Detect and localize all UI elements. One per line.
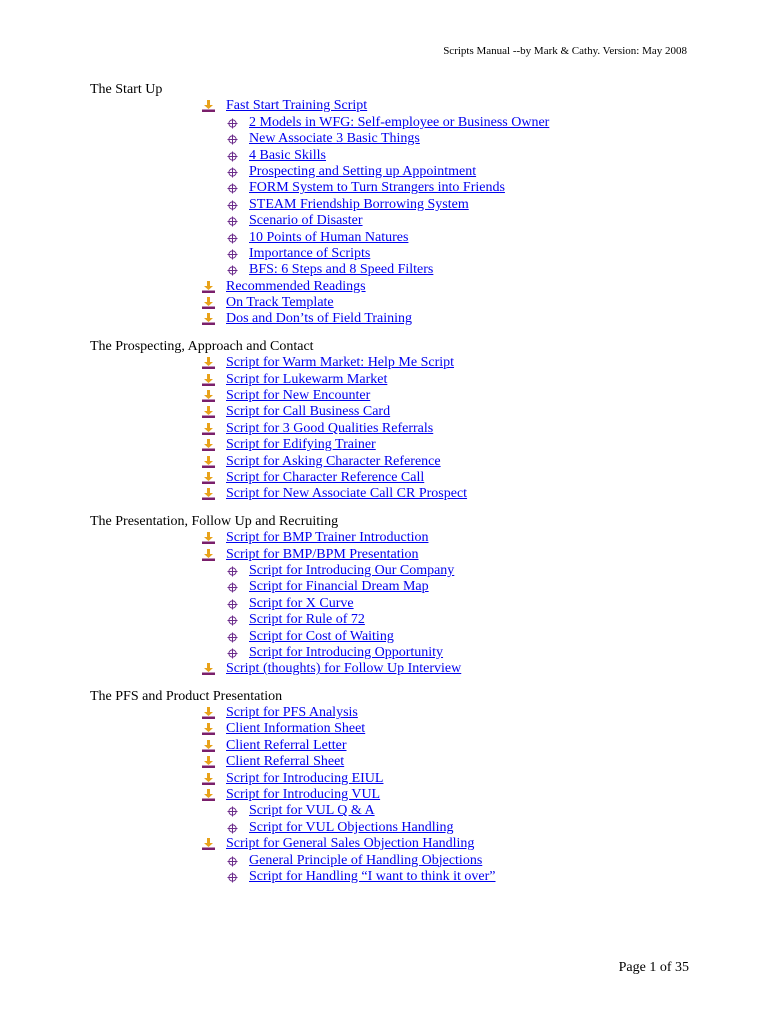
toc-entry bbox=[90, 295, 710, 311]
toc-entry bbox=[90, 311, 710, 327]
toc-link[interactable]: Script for New Associate Call CR Prospect bbox=[226, 486, 468, 502]
toc-entry bbox=[90, 787, 710, 803]
toc-subentry bbox=[90, 563, 710, 579]
crosshair-bullet-icon bbox=[227, 806, 238, 817]
page-header: Scripts Manual --by Mark & Cathy. Version: May 2008 bbox=[443, 45, 687, 57]
toc-link[interactable]: Dos and Don’ts of Field Training bbox=[226, 311, 413, 327]
arrow-down-bullet-icon bbox=[202, 488, 215, 500]
toc-link[interactable]: Script for Financial Dream Map bbox=[249, 579, 429, 595]
toc-link[interactable]: Script for Handling “I want to think it over” bbox=[249, 868, 496, 884]
toc-link[interactable]: Script for BMP Trainer Introduction bbox=[226, 530, 429, 546]
toc-section bbox=[90, 82, 710, 328]
toc-entry bbox=[90, 530, 710, 546]
arrow-down-bullet-icon bbox=[202, 756, 215, 768]
toc-link[interactable]: Script for Lukewarm Market bbox=[226, 371, 388, 387]
toc-subentry bbox=[90, 820, 710, 836]
toc-link[interactable]: Recommended Readings bbox=[226, 278, 366, 294]
toc-entry bbox=[90, 421, 710, 437]
toc-link[interactable]: Fast Start Training Script bbox=[226, 98, 368, 114]
arrow-down-bullet-icon bbox=[202, 406, 215, 418]
crosshair-bullet-icon bbox=[227, 151, 238, 162]
toc-link[interactable]: Script for Asking Character Reference bbox=[226, 453, 441, 469]
arrow-down-bullet-icon bbox=[202, 472, 215, 484]
toc-link[interactable]: Script for BMP/BPM Presentation bbox=[226, 546, 419, 562]
toc-section bbox=[90, 339, 710, 503]
crosshair-bullet-icon bbox=[227, 249, 238, 260]
crosshair-bullet-icon bbox=[227, 183, 238, 194]
toc-subentry bbox=[90, 803, 710, 819]
crosshair-bullet-icon bbox=[227, 167, 238, 178]
toc-link[interactable]: 10 Points of Human Natures bbox=[249, 229, 409, 245]
toc-entry bbox=[90, 754, 710, 770]
crosshair-bullet-icon bbox=[227, 823, 238, 834]
toc-link[interactable]: Scenario of Disaster bbox=[249, 213, 363, 229]
crosshair-bullet-icon bbox=[227, 648, 238, 659]
toc-subentry bbox=[90, 262, 710, 278]
toc-subentry bbox=[90, 180, 710, 196]
arrow-down-bullet-icon bbox=[202, 390, 215, 402]
arrow-down-bullet-icon bbox=[202, 789, 215, 801]
toc-link[interactable]: STEAM Friendship Borrowing System bbox=[249, 196, 469, 212]
toc-link[interactable]: 4 Basic Skills bbox=[249, 147, 327, 163]
toc-link[interactable]: Script for Edifying Trainer bbox=[226, 437, 376, 453]
section-title: The Start Up bbox=[90, 82, 163, 97]
toc-subentry bbox=[90, 148, 710, 164]
arrow-down-bullet-icon bbox=[202, 456, 215, 468]
arrow-down-bullet-icon bbox=[202, 707, 215, 719]
toc-entry bbox=[90, 98, 710, 114]
toc-subentry bbox=[90, 853, 710, 869]
toc-entry bbox=[90, 836, 710, 852]
arrow-down-bullet-icon bbox=[202, 439, 215, 451]
toc-subentry bbox=[90, 596, 710, 612]
toc-entry bbox=[90, 705, 710, 721]
toc-link[interactable]: Client Referral Sheet bbox=[226, 754, 345, 770]
toc-subentry bbox=[90, 115, 710, 131]
toc-subentry bbox=[90, 869, 710, 885]
crosshair-bullet-icon bbox=[227, 233, 238, 244]
arrow-down-bullet-icon bbox=[202, 549, 215, 561]
page-number: Page 1 of 35 bbox=[618, 960, 689, 975]
toc-entry bbox=[90, 404, 710, 420]
toc-subentry bbox=[90, 246, 710, 262]
toc-link[interactable]: Prospecting and Setting up Appointment bbox=[249, 163, 477, 179]
toc-link[interactable]: New Associate 3 Basic Things bbox=[249, 131, 420, 147]
toc-link[interactable]: Script for PFS Analysis bbox=[226, 705, 358, 721]
toc-subentry bbox=[90, 131, 710, 147]
toc-entry bbox=[90, 738, 710, 754]
toc-entry bbox=[90, 372, 710, 388]
toc-entry bbox=[90, 771, 710, 787]
toc-link[interactable]: FORM System to Turn Strangers into Friends bbox=[249, 180, 505, 196]
toc-subentry bbox=[90, 645, 710, 661]
toc-link[interactable]: Script for VUL Q & A bbox=[249, 803, 375, 819]
toc-subentry bbox=[90, 164, 710, 180]
toc-subentry bbox=[90, 579, 710, 595]
section-title: The PFS and Product Presentation bbox=[90, 688, 283, 704]
arrow-down-bullet-icon bbox=[202, 313, 215, 325]
toc-link[interactable]: Script (thoughts) for Follow Up Interview bbox=[226, 661, 462, 677]
toc-entry bbox=[90, 721, 710, 737]
toc-entry bbox=[90, 388, 710, 404]
toc-link[interactable]: Client Referral Letter bbox=[226, 737, 347, 753]
toc-link[interactable]: Script for Character Reference Call bbox=[226, 469, 425, 485]
toc-link[interactable]: Script for General Sales Objection Handling bbox=[226, 836, 475, 852]
arrow-down-bullet-icon bbox=[202, 374, 215, 386]
toc-link[interactable]: Script for Introducing Opportunity bbox=[249, 644, 444, 660]
toc-entry bbox=[90, 661, 710, 677]
toc-entry bbox=[90, 355, 710, 371]
toc-link[interactable]: BFS: 6 Steps and 8 Speed Filters bbox=[249, 262, 434, 278]
toc-entry bbox=[90, 486, 710, 502]
toc-link[interactable]: Script for VUL Objections Handling bbox=[249, 819, 454, 835]
toc-entry bbox=[90, 470, 710, 486]
crosshair-bullet-icon bbox=[227, 566, 238, 577]
arrow-down-bullet-icon bbox=[202, 663, 215, 675]
toc-subentry bbox=[90, 213, 710, 229]
crosshair-bullet-icon bbox=[227, 118, 238, 129]
toc-link[interactable]: Script for Cost of Waiting bbox=[249, 628, 394, 644]
crosshair-bullet-icon bbox=[227, 615, 238, 626]
table-of-contents bbox=[90, 82, 710, 896]
toc-section bbox=[90, 689, 710, 886]
toc-subentry bbox=[90, 230, 710, 246]
toc-link[interactable]: Script for Introducing VUL bbox=[226, 787, 381, 803]
toc-entry bbox=[90, 279, 710, 295]
toc-entry bbox=[90, 454, 710, 470]
crosshair-bullet-icon bbox=[227, 632, 238, 643]
crosshair-bullet-icon bbox=[227, 200, 238, 211]
arrow-down-bullet-icon bbox=[202, 423, 215, 435]
crosshair-bullet-icon bbox=[227, 134, 238, 145]
toc-link[interactable]: 2 Models in WFG: Self-employee or Business Owner bbox=[249, 114, 550, 130]
toc-link[interactable]: Script for Introducing EIUL bbox=[226, 770, 384, 786]
crosshair-bullet-icon bbox=[227, 599, 238, 610]
toc-link[interactable]: Script for Rule of 72 bbox=[249, 612, 365, 628]
toc-link[interactable]: Script for New Encounter bbox=[226, 388, 371, 404]
toc-link[interactable]: On Track Template bbox=[226, 295, 334, 311]
arrow-down-bullet-icon bbox=[202, 281, 215, 293]
crosshair-bullet-icon bbox=[227, 872, 238, 883]
toc-entry bbox=[90, 547, 710, 563]
crosshair-bullet-icon bbox=[227, 856, 238, 867]
toc-subentry bbox=[90, 629, 710, 645]
toc-subentry bbox=[90, 197, 710, 213]
arrow-down-bullet-icon bbox=[202, 357, 215, 369]
arrow-down-bullet-icon bbox=[202, 723, 215, 735]
toc-link[interactable]: Importance of Scripts bbox=[249, 245, 371, 261]
toc-link[interactable]: Script for Introducing Our Company bbox=[249, 562, 455, 578]
toc-link[interactable]: Script for Warm Market: Help Me Script bbox=[226, 355, 455, 371]
arrow-down-bullet-icon bbox=[202, 297, 215, 309]
section-title: The Presentation, Follow Up and Recruiting bbox=[90, 513, 339, 529]
toc-link[interactable]: Script for 3 Good Qualities Referrals bbox=[226, 420, 434, 436]
section-title: The Prospecting, Approach and Contact bbox=[90, 338, 314, 354]
toc-section bbox=[90, 514, 710, 678]
toc-entry bbox=[90, 437, 710, 453]
toc-link[interactable]: Script for X Curve bbox=[249, 595, 354, 611]
toc-link[interactable]: Script for Call Business Card bbox=[226, 404, 391, 420]
toc-subentry bbox=[90, 612, 710, 628]
arrow-down-bullet-icon bbox=[202, 100, 215, 112]
arrow-down-bullet-icon bbox=[202, 740, 215, 752]
arrow-down-bullet-icon bbox=[202, 532, 215, 544]
toc-link[interactable]: Client Information Sheet bbox=[226, 721, 366, 737]
crosshair-bullet-icon bbox=[227, 216, 238, 227]
crosshair-bullet-icon bbox=[227, 265, 238, 276]
toc-link[interactable]: General Principle of Handling Objections bbox=[249, 852, 483, 868]
arrow-down-bullet-icon bbox=[202, 773, 215, 785]
crosshair-bullet-icon bbox=[227, 582, 238, 593]
arrow-down-bullet-icon bbox=[202, 838, 215, 850]
